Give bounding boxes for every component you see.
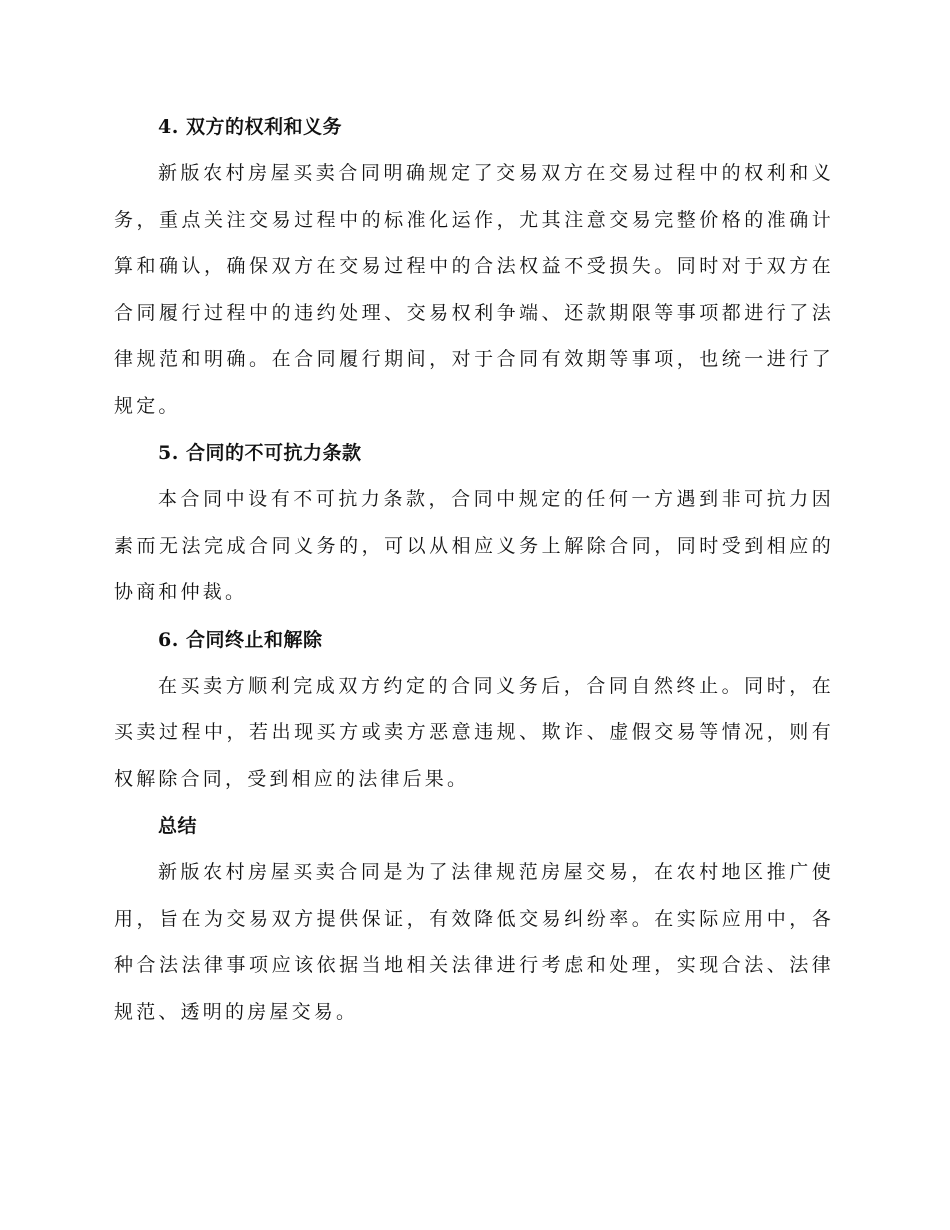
section-paragraph: 在买卖方顺利完成双方约定的合同义务后，合同自然终止。同时，在买卖过程中，若出现买方或卖方恶意违规、欺诈、虚假交易等情况，则有权解除合同，受到相应的法律后果。 — [114, 674, 834, 790]
section-heading: 5. 合同的不可抗力条款 — [158, 442, 362, 464]
section-termination — [114, 617, 834, 803]
section-rights-obligations — [114, 104, 834, 429]
section-paragraph: 新版农村房屋买卖合同明确规定了交易双方在交易过程中的权利和义务，重点关注交易过程中的标准化运作，尤其注意交易完整价格的准确计算和确认，确保双方在交易过程中的合法权益不受损失。同时对于双方在合同履行过程中的违约处理、交易权利争端、还款期限等事项都进行了法律规范和明确。在合同履行期间，对于合同有效期等事项，也统一进行了规定。 — [114, 162, 834, 417]
section-paragraph: 新版农村房屋买卖合同是为了法律规范房屋交易，在农村地区推广使用，旨在为交易双方提供保证，有效降低交易纠纷率。在实际应用中，各种合法法律事项应该依据当地相关法律进行考虑和处理，实现合法、法律规范、透明的房屋交易。 — [114, 861, 834, 1023]
section-paragraph: 本合同中设有不可抗力条款，合同中规定的任何一方遇到非可抗力因素而无法完成合同义务的，可以从相应义务上解除合同，同时受到相应的协商和仲裁。 — [114, 488, 834, 603]
document-body — [114, 104, 834, 1035]
section-heading: 6. 合同终止和解除 — [158, 628, 323, 651]
section-force-majeure — [114, 430, 834, 616]
section-summary — [114, 803, 834, 1035]
section-heading: 总结 — [158, 815, 198, 837]
section-heading: 4. 双方的权利和义务 — [158, 116, 342, 138]
